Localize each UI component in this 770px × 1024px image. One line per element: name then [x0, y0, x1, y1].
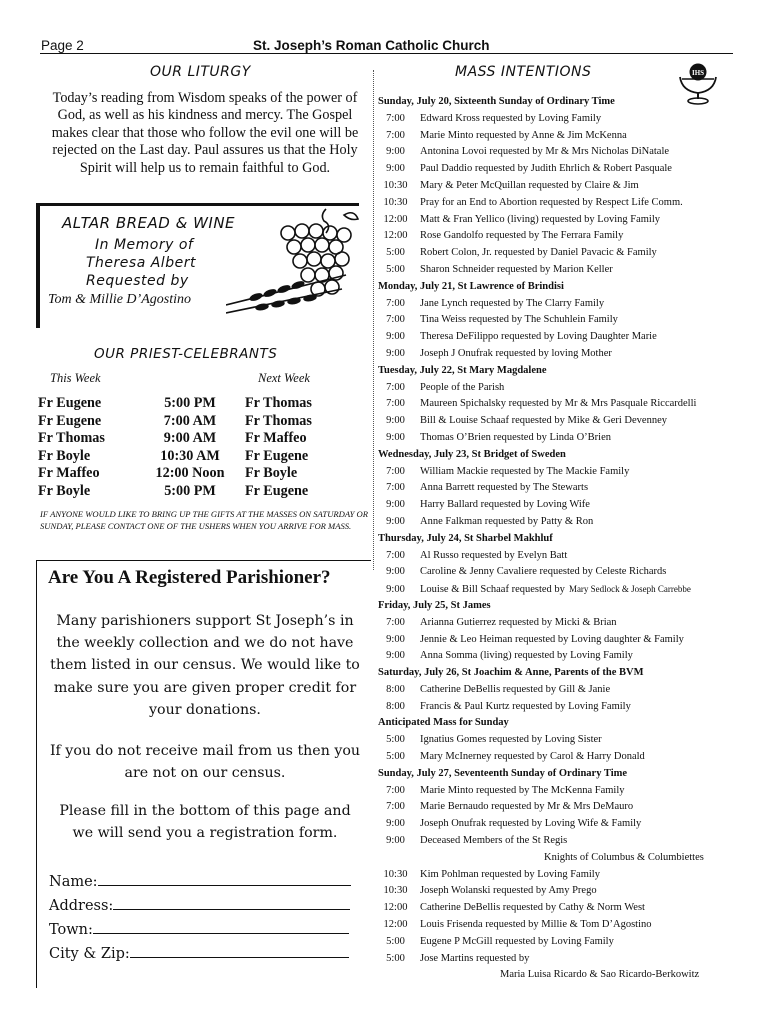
mass-intention [378, 900, 738, 917]
mass-time: 9:00 [386, 415, 405, 427]
mass-day-heading: Friday, July 25, St James [378, 599, 491, 611]
intention-text: Theresa DeFilippo requested by Loving Daughter Marie [420, 331, 657, 343]
mass-intention [378, 497, 738, 514]
priest-this-week: Fr Thomas [38, 430, 105, 447]
mass-intention [378, 396, 738, 413]
mass-time: 7:00 AM [163, 412, 217, 429]
intention-text: Pray for an End to Abortion requested by Respect Life Comm. [420, 196, 683, 208]
mass-time: 9:00 [386, 835, 405, 847]
mass-intention [378, 480, 738, 497]
mass-time: 9:00 [386, 347, 405, 359]
mass-intention [378, 212, 738, 229]
intention-text: Edward Kross requested by Loving Family [420, 112, 602, 124]
intention-text: Antonina Lovoi requested by Mr & Mrs Nicholas DiNatale [420, 146, 670, 158]
city-zip-blank[interactable] [130, 944, 349, 958]
address-field[interactable] [49, 896, 350, 914]
intention-text: Francis & Paul Kurtz requested by Loving Family [420, 700, 631, 712]
liturgy-title: OUR LITURGY [150, 64, 251, 80]
mass-time: 5:00 [386, 952, 405, 964]
mass-time: 9:00 AM [163, 430, 217, 447]
mass-time: 10:30 [383, 196, 408, 208]
registration-title: Are You A Registered Parishioner? [48, 567, 331, 588]
priest-schedule-table [38, 395, 312, 500]
intention-text: Jennie & Leo Heiman requested by Loving daughter & Family [420, 633, 684, 645]
registration-paragraph-2: If you do not receive mail from us then you are not on our census. [49, 743, 361, 782]
mass-intention [378, 380, 738, 397]
address-blank[interactable] [113, 896, 350, 910]
mass-time: 5:00 [386, 935, 405, 947]
intention-text: Catherine DeBellis requested by Cathy & Norm West [420, 902, 645, 914]
registration-paragraph-1: Many parishioners support St Joseph’s in the weekly collection and we do not have them listed in our census. We would like to make sure you are given proper credit for your donations. [50, 613, 360, 718]
mass-time: 9:00 [386, 163, 405, 175]
mass-time: 9:00 [386, 566, 405, 578]
intention-text: Sharon Schneider requested by Marion Keller [420, 263, 613, 275]
header-rule [40, 53, 733, 54]
intention-text: Joseph Onufrak requested by Loving Wife & Family [420, 818, 642, 830]
mass-time: 12:00 [383, 919, 408, 931]
intention-text: People of the Parish [420, 381, 505, 393]
mass-time: 5:00 [386, 751, 405, 763]
continuation-text: Knights of Columbus & Columbiettes [544, 851, 704, 863]
mass-time: 9:00 [386, 146, 405, 158]
city-zip-label: City & Zip: [49, 946, 130, 962]
intention-text: Louis Frisenda requested by Millie & Tom D’Agostino [420, 919, 652, 931]
intention-text: Anne Falkman requested by Patty & Ron [420, 515, 594, 527]
priest-next-week: Fr Maffeo [245, 430, 307, 447]
priest-this-week: Fr Eugene [38, 412, 102, 429]
mass-day-heading: Thursday, July 24, St Sharbel Makhluf [378, 532, 553, 544]
priest-row [38, 430, 312, 448]
town-field[interactable] [49, 920, 349, 938]
priest-next-week: Fr Thomas [245, 395, 312, 412]
mass-intention [378, 195, 738, 212]
intention-text: Catherine DeBellis requested by Gill & Janie [420, 683, 611, 695]
priest-row [38, 465, 312, 483]
intention-text: Jane Lynch requested by The Clarry Family [420, 297, 605, 309]
intention-text: Kim Pohlman requested by Loving Family [420, 868, 600, 880]
priest-this-week: Fr Boyle [38, 482, 91, 499]
intention-text: William Mackie requested by The Mackie Family [420, 465, 630, 477]
mass-time: 8:00 [386, 700, 405, 712]
mass-intention [378, 883, 738, 900]
intention-text: Anna Barrett requested by The Stewarts [420, 482, 589, 494]
mass-intention [378, 245, 738, 262]
mass-time: 9:00 [386, 633, 405, 645]
mass-time: 5:00 PM [164, 395, 216, 412]
page-number: Page 2 [41, 38, 84, 53]
mass-time: 9:00 [386, 584, 405, 596]
name-field[interactable] [49, 872, 351, 890]
mass-time: 9:00 [386, 331, 405, 343]
mass-time: 5:00 [386, 263, 405, 275]
intention-text: Harry Ballard requested by Loving Wife [420, 499, 590, 511]
mass-intention [378, 783, 738, 800]
chalice-ihs-text: IHS [691, 69, 705, 77]
column-divider [373, 70, 374, 570]
mass-intentions-title: MASS INTENTIONS [455, 64, 592, 80]
intention-text: Mary & Peter McQuillan requested by Claire & Jim [420, 179, 639, 191]
intention-text: Deceased Members of the St Regis [420, 835, 568, 847]
mass-time: 10:30 [383, 179, 408, 191]
intention-text: Eugene P McGill requested by Loving Family [420, 935, 614, 947]
city-zip-field[interactable] [49, 944, 349, 962]
mass-intention [378, 161, 738, 178]
mass-time: 7:00 [386, 381, 405, 393]
mass-intention [378, 312, 738, 329]
mass-time: 7:00 [386, 784, 405, 796]
mass-intention [378, 732, 738, 749]
mass-intention [378, 346, 738, 363]
mass-intention [378, 648, 738, 665]
mass-intention [378, 917, 738, 934]
name-label: Name: [49, 874, 98, 890]
mass-time: 7:00 [386, 297, 405, 309]
mass-intention [378, 564, 738, 581]
priest-next-week: Fr Thomas [245, 412, 312, 429]
mass-intention [378, 951, 738, 968]
intention-text: Al Russo requested by Evelyn Batt [420, 549, 568, 561]
mass-intention [378, 934, 738, 951]
intention-text: Tina Weiss requested by The Schuhlein Family [420, 314, 618, 326]
mass-day-heading: Tuesday, July 22, St Mary Magdalene [378, 364, 547, 376]
mass-intention [378, 296, 738, 313]
intention-text: Ignatius Gomes requested by Loving Sister [420, 734, 602, 746]
mass-time: 10:30 [383, 885, 408, 897]
church-name: St. Joseph’s Roman Catholic Church [253, 38, 490, 53]
mass-intention [378, 548, 738, 565]
mass-day-heading: Monday, July 21, St Lawrence of Brindisi [378, 280, 564, 292]
mass-time: 7:00 [386, 112, 405, 124]
mass-intentions-list [378, 94, 738, 984]
mass-time: 9:00 [386, 818, 405, 830]
mass-intention [378, 464, 738, 481]
mass-intention-continuation [378, 850, 738, 867]
this-week-label: This Week [50, 371, 101, 385]
intention-requester-small: Mary Sedlock & Joseph Carrebbe [568, 584, 691, 595]
intention-text: Jose Martins requested by [420, 952, 530, 964]
mass-time: 9:00 [386, 431, 405, 443]
mass-day-heading: Wednesday, July 23, St Bridget of Sweden [378, 448, 566, 460]
intention-text: Thomas O’Brien requested by Linda O’Brien [420, 431, 611, 443]
mass-time: 7:00 [386, 616, 405, 628]
intention-text: Anna Somma (living) requested by Loving Family [420, 650, 633, 662]
mass-time: 7:00 [386, 314, 405, 326]
mass-intention [378, 430, 738, 447]
intention-text: Louise & Bill Schaaf requested by [420, 584, 565, 596]
mass-time: 7:00 [386, 801, 405, 813]
mass-intention [378, 699, 738, 716]
priest-row [38, 483, 312, 501]
town-blank[interactable] [93, 920, 349, 934]
mass-time: 10:30 [383, 868, 408, 880]
altar-requested: Requested by [86, 273, 189, 289]
intention-text: Robert Colon, Jr. requested by Daniel Pavacic & Family [420, 247, 657, 259]
mass-intention [378, 867, 738, 884]
mass-intention [378, 514, 738, 531]
priest-this-week: Fr Boyle [38, 447, 91, 464]
mass-time: 9:00 [386, 499, 405, 511]
priest-this-week: Fr Eugene [38, 395, 102, 412]
mass-time: 9:00 [386, 650, 405, 662]
mass-intention [378, 833, 738, 850]
priest-next-week: Fr Eugene [245, 482, 309, 499]
intention-text: Mary McInerney requested by Carol & Harry Donald [420, 751, 645, 763]
grapes-wheat-icon [226, 205, 362, 323]
intention-text: Arianna Gutierrez requested by Micki & Brian [420, 616, 617, 628]
priest-this-week: Fr Maffeo [38, 465, 100, 482]
priest-next-week: Fr Boyle [245, 465, 298, 482]
mass-time: 9:00 [386, 515, 405, 527]
mass-time: 7:00 [386, 549, 405, 561]
priest-celebrants-title: OUR PRIEST-CELEBRANTS [94, 346, 278, 362]
mass-time: 7:00 [386, 129, 405, 141]
mass-day-heading: Sunday, July 27, Seventeenth Sunday of Ordinary Time [378, 767, 628, 779]
intention-text: Joseph J Onufrak requested by loving Mother [420, 347, 612, 359]
name-blank[interactable] [98, 872, 351, 886]
mass-time: 5:00 [386, 247, 405, 259]
mass-time: 12:00 [383, 230, 408, 242]
intention-text: Marie Minto requested by The McKenna Family [420, 784, 625, 796]
mass-intention [378, 262, 738, 279]
mass-intention [378, 228, 738, 245]
mass-intention [378, 111, 738, 128]
mass-intention [378, 413, 738, 430]
mass-day-heading: Anticipated Mass for Sunday [378, 717, 509, 729]
mass-intention [378, 816, 738, 833]
mass-time: 7:00 [386, 482, 405, 494]
mass-intention [378, 581, 738, 598]
intention-text: Joseph Wolanski requested by Amy Prego [420, 885, 597, 897]
priest-row [38, 413, 312, 431]
priest-row [38, 395, 312, 413]
mass-time: 5:00 PM [164, 482, 216, 499]
continuation-text: Maria Luisa Ricardo & Sao Ricardo-Berkowitz [500, 969, 700, 981]
mass-time: 8:00 [386, 683, 405, 695]
intention-text: Caroline & Jenny Cavaliere requested by Celeste Richards [420, 566, 667, 578]
intention-text: Marie Minto requested by Anne & Jim McKenna [420, 129, 627, 141]
intention-text: Bill & Louise Schaaf requested by Mike & Geri Devenney [420, 415, 667, 427]
mass-time: 7:00 [386, 465, 405, 477]
altar-title: ALTAR BREAD & WINE [62, 214, 236, 232]
priest-next-week: Fr Eugene [245, 447, 309, 464]
altar-name: Theresa Albert [86, 255, 196, 271]
registration-paragraph-3: Please fill in the bottom of this page and we will send you a registration form. [59, 803, 351, 842]
mass-time: 12:00 [383, 902, 408, 914]
liturgy-text: Today’s reading from Wisdom speaks of the power of God, as well as his kindness and mercy. The Gospel makes clear that those who follow the evil one will be rejected on the Last day. Paul assures us that the Holy Spirit will help us to remain faithful to God. [51, 90, 359, 176]
next-week-label: Next Week [258, 371, 310, 385]
intention-text: Paul Daddio requested by Judith Ehrlich & Robert Pasquale [420, 163, 672, 175]
mass-intention [378, 128, 738, 145]
intention-text: Matt & Fran Yellico (living) requested by Loving Family [420, 213, 661, 225]
mass-time: 5:00 [386, 734, 405, 746]
intention-text: Rose Gandolfo requested by The Ferrara Family [420, 230, 624, 242]
mass-intention [378, 749, 738, 766]
town-label: Town: [49, 922, 93, 938]
mass-time: 12:00 Noon [155, 465, 225, 482]
mass-intention [378, 682, 738, 699]
altar-memory: In Memory of [95, 237, 194, 253]
mass-intention [378, 178, 738, 195]
mass-intention [378, 615, 738, 632]
intention-text: Marie Bernaudo requested by Mr & Mrs DeMauro [420, 801, 634, 813]
mass-time: 7:00 [386, 398, 405, 410]
altar-donors: Tom & Millie D’Agostino [48, 292, 191, 307]
gifts-note: IF ANYONE WOULD LIKE TO BRING UP THE GIFTS AT THE MASSES ON SATURDAY OR SUNDAY, PLEASE CONTACT ONE OF THE USHERS WHEN YOU ARRIVE FOR MASS. [40, 509, 369, 531]
address-label: Address: [49, 898, 114, 914]
mass-intention [378, 329, 738, 346]
mass-time: 10:30 AM [160, 447, 220, 464]
mass-intention [378, 632, 738, 649]
mass-intention-continuation [378, 967, 738, 984]
mass-time: 12:00 [383, 213, 408, 225]
mass-intention [378, 144, 738, 161]
mass-day-heading: Saturday, July 26, St Joachim & Anne, Parents of the BVM [378, 667, 644, 679]
priest-row [38, 448, 312, 466]
mass-day-heading: Sunday, July 20, Sixteenth Sunday of Ordinary Time [378, 96, 615, 107]
mass-intention [378, 799, 738, 816]
intention-text: Maureen Spichalsky requested by Mr & Mrs Pasquale Riccardelli [420, 398, 697, 410]
